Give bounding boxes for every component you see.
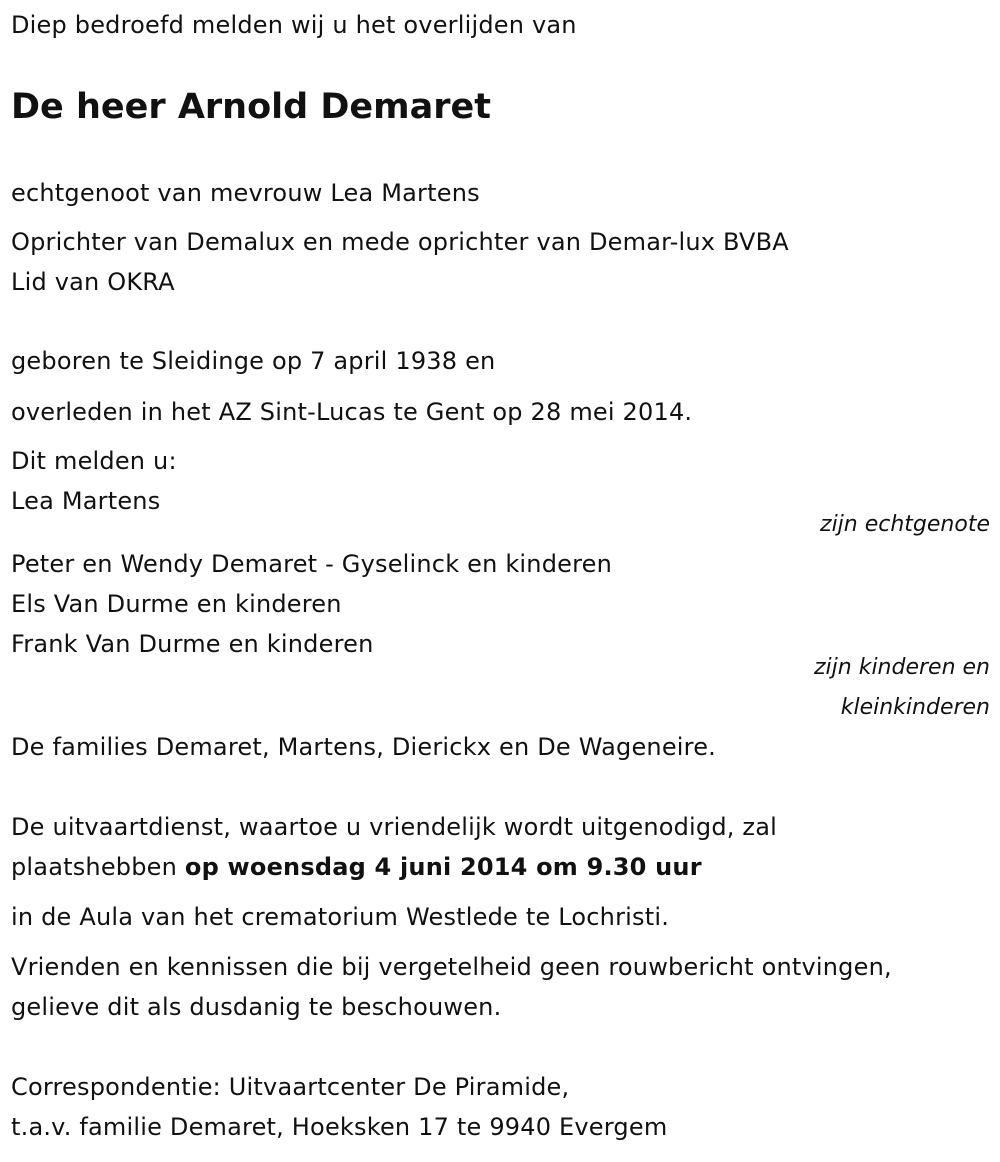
children-role-line1: zijn kinderen en: [814, 655, 990, 680]
died-line: overleden in het AZ Sint-Lucas te Gent op 28 mei 2014.: [11, 398, 693, 426]
announcer-spouse: Lea Martens: [11, 487, 161, 515]
child-line: Els Van Durme en kinderen: [11, 590, 342, 618]
service-line1: De uitvaartdienst, waartoe u vriendelijk wordt uitgenodigd, zal: [11, 813, 778, 841]
children-role-line2: kleinkinderen: [840, 695, 990, 720]
child-line: Peter en Wendy Demaret - Gyselinck en kinderen: [11, 550, 613, 578]
note-line2: gelieve dit als dusdanig te beschouwen.: [11, 993, 502, 1021]
announcers-intro: Dit melden u:: [11, 447, 177, 475]
service-line2-prefix: plaatshebben: [11, 853, 185, 881]
founder-line: Oprichter van Demalux en mede oprichter van Demar-lux BVBA: [11, 228, 789, 256]
correspondence-line2: t.a.v. familie Demaret, Hoeksken 17 te 9940 Evergem: [11, 1113, 668, 1141]
born-line: geboren te Sleidinge op 7 april 1938 en: [11, 347, 496, 375]
intro-text: Diep bedroefd melden wij u het overlijden van: [11, 11, 577, 39]
service-line2: [11, 852, 702, 882]
child-line: Frank Van Durme en kinderen: [11, 630, 374, 658]
service-date-time: op woensdag 4 juni 2014 om 9.30 uur: [184, 853, 702, 881]
families-line: De families Demaret, Martens, Dierickx en De Wageneire.: [11, 733, 716, 761]
spouse-role: zijn echtgenote: [820, 512, 990, 537]
deceased-name: De heer Arnold Demaret: [11, 87, 491, 127]
member-line: Lid van OKRA: [11, 268, 175, 296]
spouse-line: echtgenoot van mevrouw Lea Martens: [11, 179, 480, 207]
service-location: in de Aula van het crematorium Westlede te Lochristi.: [11, 903, 670, 931]
correspondence-line1: Correspondentie: Uitvaartcenter De Piramide,: [11, 1073, 570, 1101]
note-line1: Vrienden en kennissen die bij vergetelheid geen rouwbericht ontvingen,: [11, 953, 892, 981]
